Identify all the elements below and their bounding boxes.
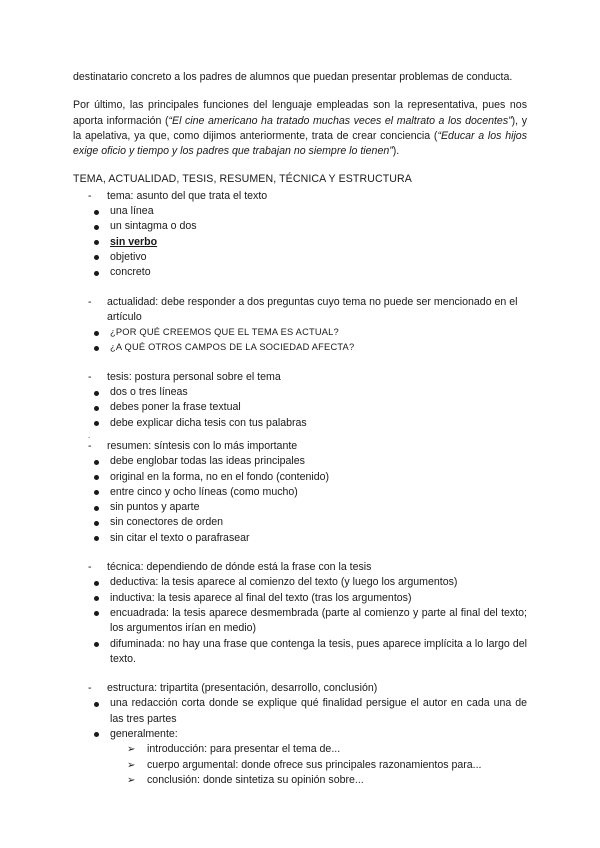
- section-label: actualidad: debe responder a dos preguntas cuyo tema no puede ser mencionado en el artículo: [107, 295, 518, 323]
- arrow-bullet-icon: ➢: [127, 744, 136, 756]
- list-item: original en la forma, no en el fondo (contenido): [73, 470, 527, 485]
- list-item: generalmente: ➢ introducción: para presentar el tema de... ➢ cuerpo argumental: donde ofrece sus principales razonamientos para... ➢ conclusión: donde sintetiza su opinión sobre...: [73, 727, 527, 788]
- list-item: una línea: [73, 204, 527, 219]
- section-label: estructura: tripartita (presentación, desarrollo, conclusión): [107, 682, 378, 695]
- dash-marker: -: [88, 561, 92, 574]
- list-item: inductiva: la tesis aparece al final del texto (tras los argumentos): [73, 591, 527, 606]
- section-label: tema: asunto del que trata el texto: [107, 189, 268, 202]
- list-item: encuadrada: la tesis aparece desmembrada (parte al comienzo y parte al final del texto; los argumentos irían en medio): [73, 606, 527, 637]
- section-label: resumen: síntesis con lo más importante: [107, 439, 298, 452]
- section-estructura: [73, 681, 527, 696]
- sub-list-item: ➢ conclusión: donde sintetiza su opinión sobre...: [110, 773, 527, 788]
- dash-marker: -: [88, 682, 92, 695]
- sub-list-item: ➢ introducción: para presentar el tema de...: [110, 742, 527, 757]
- section-tema: [73, 189, 527, 204]
- list-item: sin conectores de orden: [73, 515, 527, 530]
- stray-mark: .: [88, 430, 91, 440]
- tema-list: [73, 204, 527, 280]
- section-label: técnica: dependiendo de dónde está la frase con la tesis: [107, 561, 372, 574]
- list-item: ¿A QUÉ OTROS CAMPOS DE LA SOCIEDAD AFECTA?: [73, 340, 527, 355]
- dash-marker: -: [88, 189, 92, 202]
- section-resumen: [73, 439, 527, 454]
- intro-paragraph-1: destinatario concreto a los padres de alumnos que puedan presentar problemas de conducta.: [73, 71, 513, 83]
- list-item: objetivo: [73, 250, 527, 265]
- list-item: debe explicar dicha tesis con tus palabras: [73, 416, 527, 431]
- section-tecnica: [73, 560, 527, 575]
- list-item: entre cinco y ocho líneas (como mucho): [73, 485, 527, 500]
- tesis-list: [73, 385, 527, 431]
- quote-2: “Educar a los hijos exige oficio y tiempo y los padres que trabajan no siempre lo tienen”: [73, 129, 527, 158]
- arrow-bullet-icon: ➢: [127, 774, 136, 786]
- dash-marker: -: [88, 439, 92, 452]
- list-item: deductiva: la tesis aparece al comienzo del texto (y luego los argumentos): [73, 575, 527, 590]
- list-item: un sintagma o dos: [73, 219, 527, 234]
- list-item: una redacción corta donde se explique qué finalidad persigue el autor en cada una de las tres partes: [73, 696, 527, 727]
- document-page: [73, 70, 527, 788]
- section-heading: TEMA, ACTUALIDAD, TESIS, RESUMEN, TÉCNICA Y ESTRUCTURA: [73, 173, 412, 186]
- list-item: dos o tres líneas: [73, 385, 527, 400]
- list-item: ¿POR QUÉ CREEMOS QUE EL TEMA ES ACTUAL?: [73, 325, 527, 340]
- tecnica-list: [73, 575, 527, 667]
- intro-paragraph-2: Por último, las principales funciones del lenguaje empleadas son la representativa, pues nos aporta información (“El cine americano ha tratado muchas veces el maltrato a los docentes”), y la apelativa, ya que, como dijimos anteriormente, trata de crear conciencia (“Educar a los hijos exige oficio y tiempo y los padres que trabajan no siempre lo tienen”).: [73, 99, 527, 158]
- section-label: tesis: postura personal sobre el tema: [107, 370, 281, 383]
- list-item: debe englobar todas las ideas principales: [73, 454, 527, 469]
- section-actualidad: [73, 295, 527, 326]
- estructura-list: [73, 696, 527, 788]
- section-tesis: [73, 370, 527, 385]
- sub-list-item: ➢ cuerpo argumental: donde ofrece sus principales razonamientos para...: [110, 758, 527, 773]
- list-item: sin citar el texto o parafrasear: [73, 531, 527, 546]
- list-item: sin verbo: [73, 235, 527, 250]
- dash-marker: -: [88, 370, 92, 383]
- quote-1: “El cine americano ha tratado muchas veces el maltrato a los docentes”: [168, 114, 512, 127]
- resumen-list: [73, 454, 527, 546]
- list-item: concreto: [73, 265, 527, 280]
- list-item: difuminada: no hay una frase que contenga la tesis, pues aparece implícita a lo largo del texto.: [73, 637, 527, 668]
- actualidad-list: [73, 325, 527, 356]
- list-item: sin puntos y aparte: [73, 500, 527, 515]
- dash-marker: -: [88, 295, 92, 308]
- arrow-bullet-icon: ➢: [127, 759, 136, 771]
- list-item: debes poner la frase textual: [73, 400, 527, 415]
- estructura-sublist: [110, 742, 527, 788]
